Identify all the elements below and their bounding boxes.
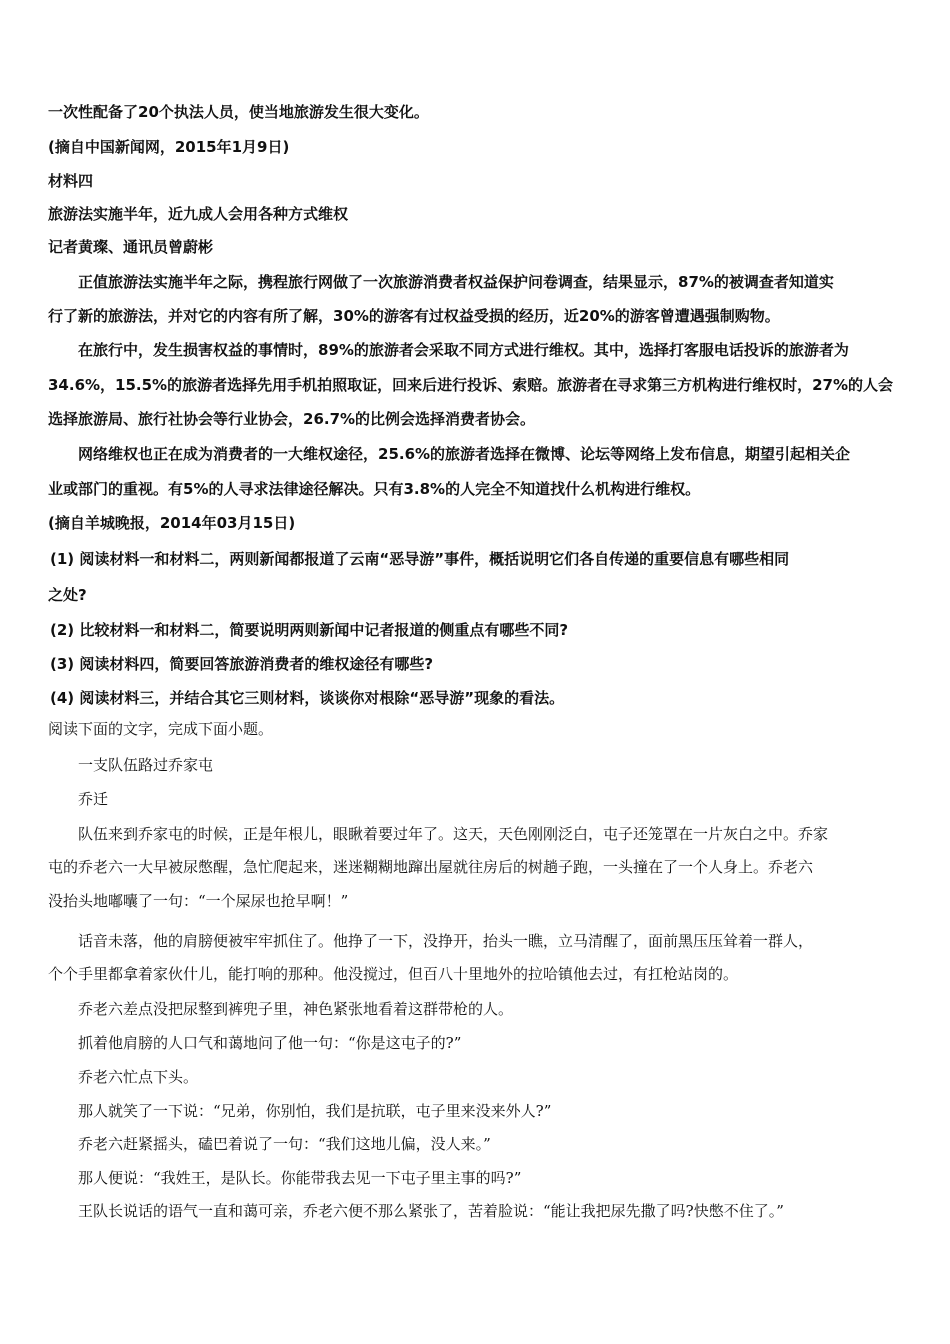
story-line: 屯的乔老六一大早被尿憋醒，急忙爬起来，迷迷糊糊地蹿出屋就往房后的树趟子跑，一头撞在了一个人身上。乔老六 <box>48 858 814 876</box>
news-byline: 记者黄璨、通讯员曾蔚彬 <box>48 238 214 256</box>
story-line: 话音未落，他的肩膀便被牢牢抓住了。他挣了一下，没挣开，抬头一瞧，立马清醒了，面前黑压压耸着一群人， <box>78 932 814 950</box>
paragraph-line: 正值旅游法实施半年之际，携程旅行网做了一次旅游消费者权益保护问卷调查，结果显示，87%的被调查者知道实 <box>78 273 834 291</box>
paragraph-line: 业或部门的重视。有5%的人寻求法律途径解决。只有3.8%的人完全不知道找什么机构进行维权。 <box>48 480 701 498</box>
material-heading: 材料四 <box>48 172 94 190</box>
story-line: 那人就笑了一下说：“兄弟，你别怕，我们是抗联，屯子里来没来外人?” <box>78 1102 552 1120</box>
text-line: 一次性配备了20个执法人员，使当地旅游发生很大变化。 <box>48 103 429 121</box>
story-title: 一支队伍路过乔家屯 <box>78 756 214 774</box>
question-3: (3) 阅读材料四，简要回答旅游消费者的维权途径有哪些? <box>50 655 434 673</box>
story-author: 乔迁 <box>78 790 109 808</box>
paragraph-line: 网络维权也正在成为消费者的一大维权途径，25.6%的旅游者选择在微博、论坛等网络上发布信息，期望引起相关企 <box>78 445 851 463</box>
story-line: 乔老六差点没把尿整到裤兜子里，神色紧张地看着这群带枪的人。 <box>78 1000 514 1018</box>
story-line: 没抬头地嘟囔了一句：“一个屎尿也抢早啊！” <box>48 892 349 910</box>
reading-instruction: 阅读下面的文字，完成下面小题。 <box>48 720 274 738</box>
question-1-cont: 之处? <box>48 586 87 604</box>
story-line: 抓着他肩膀的人口气和蔼地问了他一句：“你是这屯子的?” <box>78 1034 462 1052</box>
question-1: (1) 阅读材料一和材料二，两则新闻都报道了云南“恶导游”事件，概括说明它们各自传递的重要信息有哪些相同 <box>50 550 790 568</box>
paragraph-line: 34.6%，15.5%的旅游者选择先用手机拍照取证，回来后进行投诉、索赔。旅游者在寻求第三方机构进行维权时，27%的人会 <box>48 376 893 394</box>
source-citation: (摘自羊城晚报，2014年03月15日) <box>48 514 296 532</box>
story-line: 王队长说话的语气一直和蔼可亲，乔老六便不那么紧张了，苦着脸说：“能让我把尿先撒了吗?快憋不住了。” <box>78 1202 784 1220</box>
source-citation: (摘自中国新闻网，2015年1月9日) <box>48 138 290 156</box>
paragraph-line: 选择旅游局、旅行社协会等行业协会，26.7%的比例会选择消费者协会。 <box>48 410 536 428</box>
story-line: 那人便说：“我姓王，是队长。你能带我去见一下屯子里主事的吗?” <box>78 1169 522 1187</box>
story-line: 队伍来到乔家屯的时候，正是年根儿，眼瞅着要过年了。这天，天色刚刚泛白，屯子还笼罩在一片灰白之中。乔家 <box>78 825 829 843</box>
story-line: 乔老六忙点下头。 <box>78 1068 199 1086</box>
news-headline: 旅游法实施半年，近九成人会用各种方式维权 <box>48 205 349 223</box>
paragraph-line: 在旅行中，发生损害权益的事情时，89%的旅游者会采取不同方式进行维权。其中，选择打客服电话投诉的旅游者为 <box>78 341 849 359</box>
question-2: (2) 比较材料一和材料二，简要说明两则新闻中记者报道的侧重点有哪些不同? <box>50 621 569 639</box>
paragraph-line: 行了新的旅游法，并对它的内容有所了解，30%的游客有过权益受损的经历，近20%的游客曾遭遇强制购物。 <box>48 307 780 325</box>
story-line: 个个手里都拿着家伙什儿，能打响的那种。他没搅过，但百八十里地外的拉哈镇他去过，有扛枪站岗的。 <box>48 965 739 983</box>
question-4: (4) 阅读材料三，并结合其它三则材料，谈谈你对根除“恶导游”现象的看法。 <box>50 689 565 707</box>
story-line: 乔老六赶紧摇头，磕巴着说了一句：“我们这地儿偏，没人来。” <box>78 1135 491 1153</box>
